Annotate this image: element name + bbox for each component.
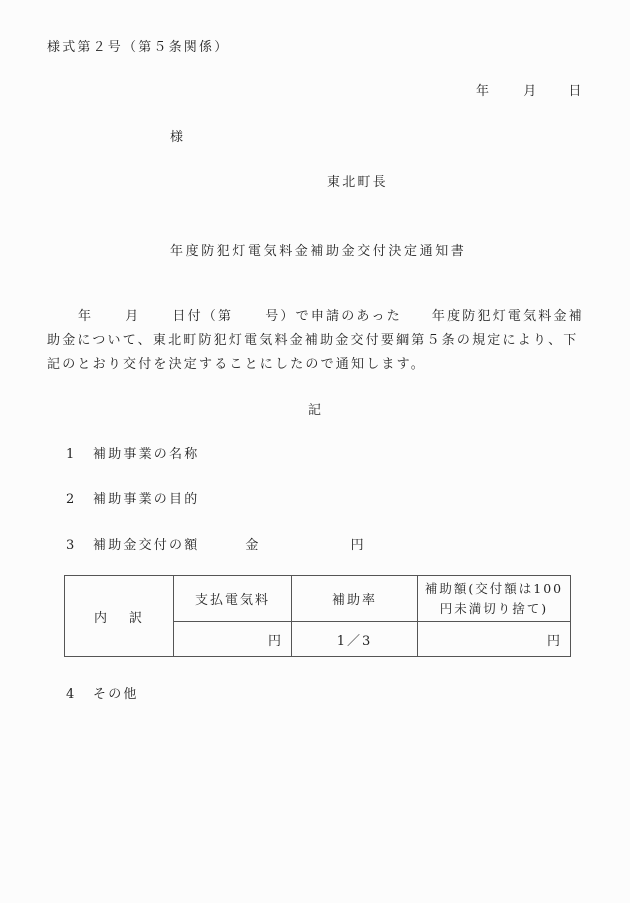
yen-label: 円 [350, 538, 366, 553]
date-month-label: 月 [523, 84, 539, 99]
date-year-label: 年 [476, 84, 492, 99]
form-number: 様式第２号（第５条関係） [47, 40, 230, 55]
issuer-name: 東北町長 [327, 175, 388, 190]
body-line-1: 年 月 日付（第 号）で申請のあった 年度防犯灯電気料金補 [78, 309, 584, 324]
item-project-purpose [66, 488, 199, 507]
item-other [66, 683, 139, 702]
body-line-2: 助金について、東北町防犯灯電気料金補助金交付要綱第５条の規定により、下 [47, 333, 579, 348]
item-number: 2 [66, 492, 77, 507]
item-number: 1 [66, 447, 77, 462]
item-label: 補助事業の目的 [93, 492, 200, 507]
header-amount: 補助額(交付額は100 円未満切り捨て) [418, 576, 571, 622]
date-line [476, 80, 584, 99]
header-rate: 補助率 [292, 576, 418, 622]
document-title: 年度防犯灯電気料金補助金交付決定通知書 [170, 244, 467, 259]
item-label: 補助事業の名称 [93, 447, 200, 462]
item-project-name [66, 443, 199, 462]
value-rate: 1／3 [292, 622, 418, 657]
breakdown-label-cell: 内 訳 [65, 576, 174, 657]
breakdown-table [64, 575, 571, 657]
body-line-3: 記のとおり交付を決定することにしたので通知します。 [47, 357, 426, 372]
date-day-label: 日 [568, 84, 584, 99]
item-number: 3 [66, 538, 77, 553]
item-grant-amount [66, 534, 366, 553]
item-label: その他 [93, 687, 139, 702]
item-label: 補助金交付の額 [93, 538, 200, 553]
value-payment: 円 [174, 622, 292, 657]
value-amount: 円 [418, 622, 571, 657]
ki-heading: 記 [308, 403, 324, 418]
header-payment: 支払電気料 [174, 576, 292, 622]
table-header-row [65, 576, 571, 622]
item-number: 4 [66, 687, 77, 702]
body-paragraph [47, 305, 587, 377]
addressee-suffix: 様 [170, 130, 186, 145]
kin-label: 金 [245, 538, 261, 553]
